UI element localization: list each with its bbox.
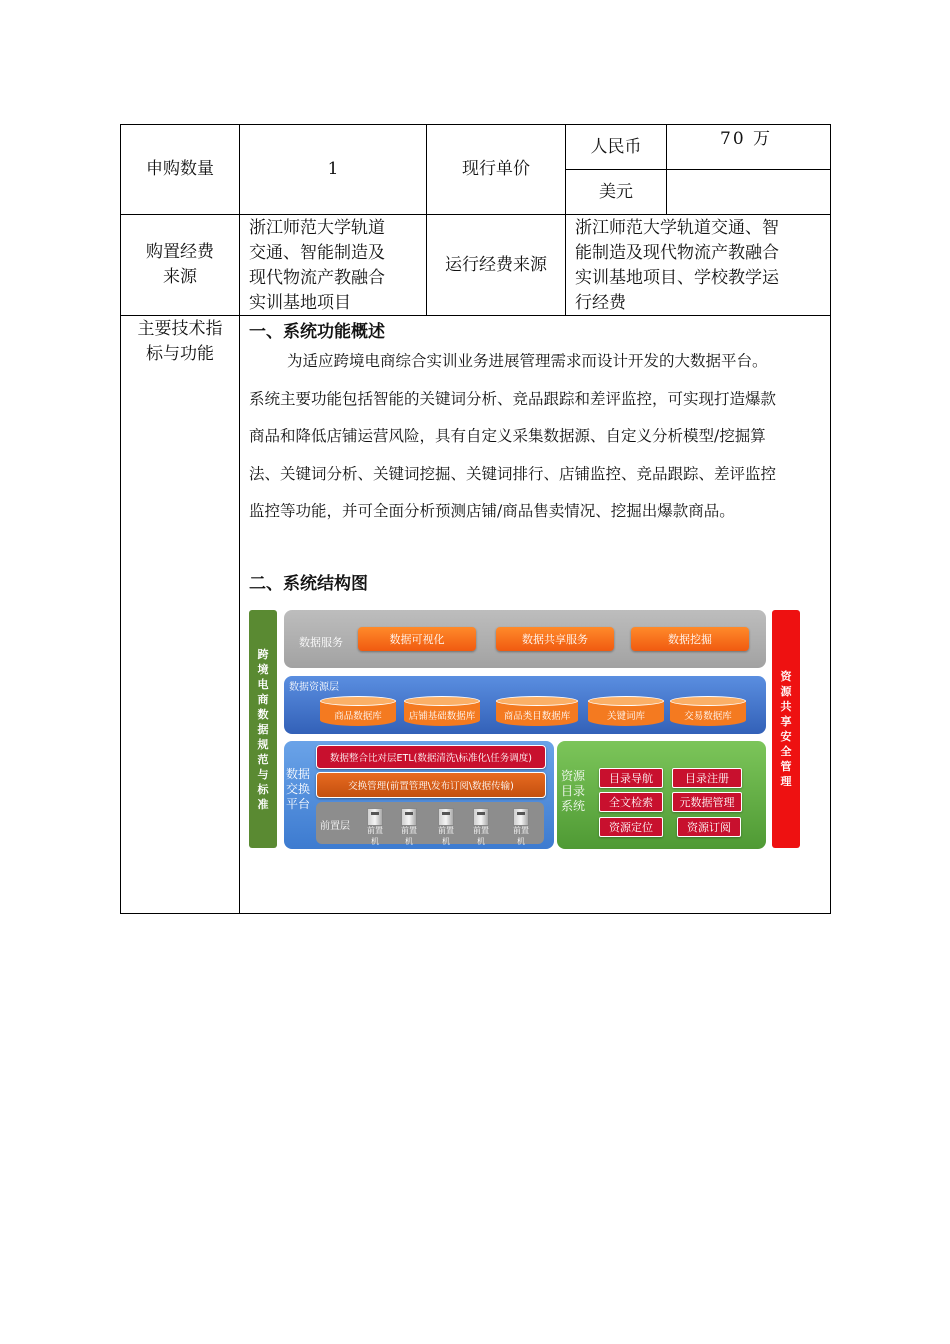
running-cost-label: 运行经费来源 (445, 254, 547, 275)
database-label: 商品数据库 (334, 711, 382, 722)
funding-source-line: 实训基地项目 (249, 293, 351, 313)
service-item-mining: 数据挖掘 (631, 627, 749, 651)
catalog-navigation: 目录导航 (599, 768, 663, 788)
funding-source-label-line: 购置经费 (146, 242, 214, 262)
security-bar-char: 资 (780, 670, 792, 683)
funding-source-line: 浙江师范大学轨道 (249, 218, 385, 238)
standards-bar-char: 商 (257, 692, 269, 706)
front-server-label: 前置机 (513, 826, 529, 846)
resource-location: 资源定位 (599, 817, 663, 837)
exchange-label-line: 平台 (286, 797, 311, 811)
catalog-registration: 目录注册 (672, 768, 742, 788)
standards-bar-char: 跨 (257, 647, 269, 661)
resource-catalog-system (557, 741, 766, 849)
catalog-label-line: 目录 (561, 784, 586, 798)
standards-bar-char: 据 (257, 722, 269, 736)
security-bar-char: 管 (780, 760, 792, 773)
standards-bar (249, 610, 277, 848)
security-bar-char: 安 (780, 730, 792, 743)
overview-paragraph (249, 343, 824, 531)
data-service-label: 数据服务 (299, 636, 343, 649)
currency-rmb-label: 人民币 (590, 136, 642, 157)
data-resource-label: 数据资源层 (289, 682, 339, 693)
catalog-label-line: 资源 (561, 769, 586, 783)
tech-spec-label (121, 317, 239, 367)
quantity-value: 1 (327, 159, 339, 179)
security-bar-char: 享 (780, 715, 792, 728)
quantity-label: 申购数量 (146, 159, 214, 179)
paragraph-line: 为适应跨境电商综合实训业务进展管理需求而设计开发的大数据平台。 (287, 352, 768, 370)
paragraph-line: 监控等功能，并可全面分析预测店铺/商品售卖情况、挖掘出爆款商品。 (249, 502, 735, 520)
running-cost-line: 浙江师范大学轨道交通、智 (575, 218, 779, 238)
running-cost-value (575, 216, 825, 316)
standards-bar-char: 范 (257, 752, 269, 766)
paragraph-line: 商品和降低店铺运营风险，具有自定义采集数据源、自定义分析模型/挖掘算 (249, 427, 766, 445)
front-layer (316, 802, 544, 844)
exchange-label (286, 767, 310, 812)
running-cost-line: 行经费 (575, 293, 626, 313)
standards-bar-char: 标 (257, 782, 269, 796)
security-bar (772, 610, 800, 848)
table-border-bottom (120, 913, 831, 914)
system-structure-diagram (249, 607, 802, 850)
metadata-management: 元数据管理 (672, 792, 742, 812)
front-server (510, 808, 532, 846)
standards-bar-char: 准 (257, 797, 269, 811)
database-transaction (670, 696, 746, 726)
front-server-label: 前置机 (473, 826, 489, 846)
standards-bar-char: 与 (257, 767, 269, 781)
exchange-label-line: 交换 (286, 782, 311, 796)
front-server-label: 前置机 (401, 826, 417, 846)
database-keyword (588, 696, 664, 726)
section-heading-overview: 一、系统功能概述 (249, 322, 385, 342)
security-bar-char: 共 (780, 700, 792, 713)
security-bar-char: 理 (780, 775, 792, 788)
service-item-visualization: 数据可视化 (358, 627, 476, 651)
database-label: 交易数据库 (684, 711, 732, 722)
service-item-sharing: 数据共享服务 (496, 627, 614, 651)
front-server-label: 前置机 (438, 826, 454, 846)
database-label: 关键词库 (606, 711, 645, 722)
funding-source-label (121, 240, 239, 290)
catalog-label (561, 769, 585, 814)
table-border-right (830, 124, 831, 914)
front-server (364, 808, 386, 846)
exchange-management: 交换管理(前置管理\发布订阅\数据传输) (316, 772, 546, 798)
front-server (435, 808, 457, 846)
etl-layer: 数据整合比对层ETL(数据清洗\标准化\任务调度) (316, 745, 546, 769)
resource-subscription: 资源订阅 (677, 817, 741, 837)
table-col-divider (239, 124, 240, 914)
database-label: 店铺基础数据库 (408, 711, 476, 722)
currency-usd-label: 美元 (599, 181, 633, 202)
catalog-label-line: 系统 (561, 799, 586, 813)
running-cost-line: 能制造及现代物流产教融合 (575, 243, 779, 263)
funding-source-line: 现代物流产教融合 (249, 268, 385, 288)
database-shop (404, 696, 480, 726)
tech-spec-label-line: 主要技术指 (137, 319, 223, 339)
data-exchange-platform (284, 741, 554, 849)
front-server (470, 808, 492, 846)
data-resource-layer (284, 676, 766, 734)
full-text-search: 全文检索 (599, 792, 663, 812)
unit-price-label: 现行单价 (462, 159, 530, 179)
standards-bar-char: 规 (257, 737, 269, 751)
funding-source-line: 交通、智能制造及 (249, 243, 385, 263)
security-bar-char: 源 (780, 685, 792, 698)
funding-source-value (249, 216, 424, 316)
security-bar-char: 全 (780, 745, 792, 758)
standards-bar-char: 数 (257, 707, 269, 721)
database-label: 商品类目数据库 (503, 711, 571, 722)
paragraph-line: 法、关键词分析、关键词挖掘、关键词排行、店铺监控、竞品跟踪、差评监控 (249, 464, 777, 483)
standards-bar-char: 电 (257, 677, 269, 691)
running-cost-line: 实训基地项目、学校教学运 (575, 268, 779, 288)
price-usd-value (667, 170, 830, 214)
data-service-layer (284, 610, 766, 668)
funding-source-label-line: 来源 (163, 267, 197, 287)
front-layer-label: 前置层 (320, 821, 350, 832)
database-category (496, 696, 578, 726)
front-server-label: 前置机 (367, 826, 383, 846)
exchange-label-line: 数据 (286, 767, 311, 781)
database-product (320, 696, 396, 726)
front-server (398, 808, 420, 846)
standards-bar-char: 境 (257, 662, 269, 676)
section-heading-structure: 二、系统结构图 (249, 574, 368, 594)
price-rmb-value: 70 万 (720, 129, 773, 149)
tech-spec-label-line: 标与功能 (146, 344, 214, 364)
paragraph-line: 系统主要功能包括智能的关键词分析、竞品跟踪和差评监控，可实现打造爆款 (249, 389, 777, 408)
